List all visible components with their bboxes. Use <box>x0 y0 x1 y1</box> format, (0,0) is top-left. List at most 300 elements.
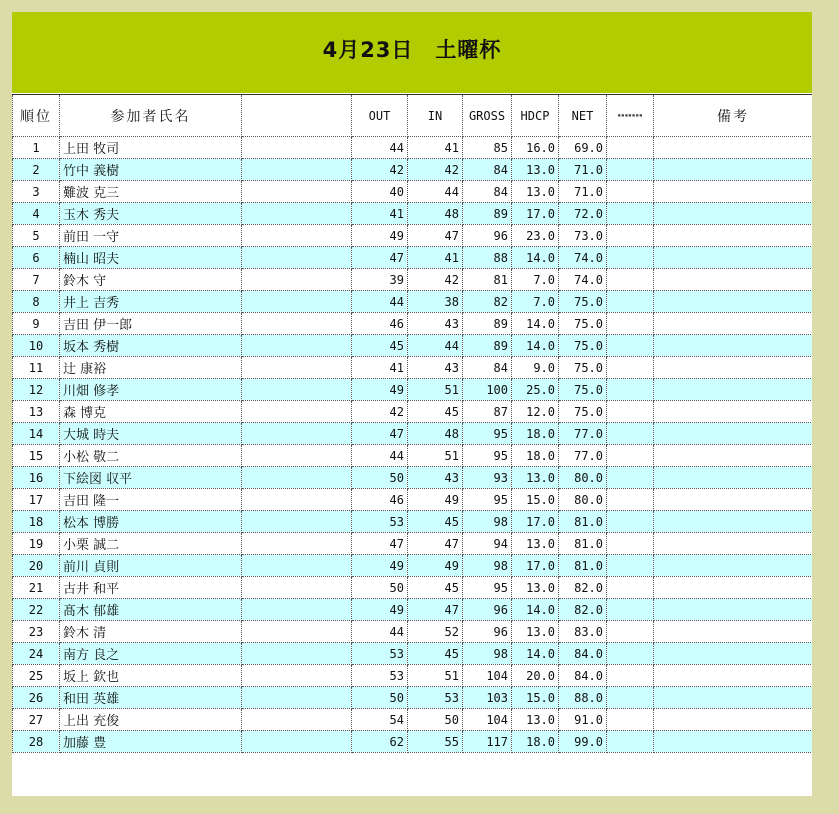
table-row <box>13 335 813 357</box>
name-extra-cell <box>242 731 352 753</box>
note-cell <box>654 181 813 203</box>
unlabeled-cell <box>607 313 654 335</box>
gross-score-cell: 87 <box>463 401 512 423</box>
header-row <box>13 95 813 137</box>
net-score-cell: 88.0 <box>559 687 607 709</box>
participant-name-cell: 吉田 隆一 <box>60 489 242 511</box>
participant-name-cell: 森 博克 <box>60 401 242 423</box>
unlabeled-cell <box>607 555 654 577</box>
name-extra-cell <box>242 489 352 511</box>
note-cell <box>654 335 813 357</box>
rank-cell: 27 <box>13 709 60 731</box>
hdcp-cell: 14.0 <box>512 335 559 357</box>
rank-cell: 17 <box>13 489 60 511</box>
name-extra-cell <box>242 577 352 599</box>
in-score-cell: 44 <box>408 335 463 357</box>
out-score-cell: 47 <box>352 423 408 445</box>
gross-score-cell: 85 <box>463 137 512 159</box>
out-score-cell: 49 <box>352 599 408 621</box>
in-score-cell: 47 <box>408 225 463 247</box>
table-row <box>13 621 813 643</box>
net-score-cell: 74.0 <box>559 269 607 291</box>
note-cell <box>654 731 813 753</box>
unlabeled-cell <box>607 203 654 225</box>
gross-score-cell: 103 <box>463 687 512 709</box>
note-cell <box>654 159 813 181</box>
out-score-cell: 47 <box>352 533 408 555</box>
name-extra-cell <box>242 247 352 269</box>
table-row <box>13 247 813 269</box>
name-extra-cell <box>242 379 352 401</box>
table-row <box>13 511 813 533</box>
out-score-cell: 49 <box>352 379 408 401</box>
net-score-cell: 84.0 <box>559 665 607 687</box>
rank-cell: 16 <box>13 467 60 489</box>
unlabeled-cell <box>607 621 654 643</box>
note-cell <box>654 379 813 401</box>
out-score-cell: 39 <box>352 269 408 291</box>
title-banner <box>12 12 812 93</box>
hdcp-cell: 18.0 <box>512 731 559 753</box>
name-extra-cell <box>242 445 352 467</box>
net-score-cell: 72.0 <box>559 203 607 225</box>
name-extra-cell <box>242 335 352 357</box>
out-score-cell: 53 <box>352 643 408 665</box>
name-extra-cell <box>242 643 352 665</box>
note-cell <box>654 137 813 159</box>
net-header: NET <box>559 95 607 137</box>
net-score-cell: 75.0 <box>559 291 607 313</box>
in-score-cell: 43 <box>408 467 463 489</box>
in-score-cell: 48 <box>408 203 463 225</box>
note-cell <box>654 313 813 335</box>
gross-score-cell: 89 <box>463 203 512 225</box>
note-cell <box>654 665 813 687</box>
rank-cell: 9 <box>13 313 60 335</box>
unlabeled-cell <box>607 159 654 181</box>
note-cell <box>654 489 813 511</box>
note-cell <box>654 599 813 621</box>
name-extra-header <box>242 95 352 137</box>
hdcp-cell: 23.0 <box>512 225 559 247</box>
hdcp-cell: 16.0 <box>512 137 559 159</box>
in-score-cell: 51 <box>408 665 463 687</box>
note-cell <box>654 687 813 709</box>
rank-cell: 26 <box>13 687 60 709</box>
hdcp-header: HDCP <box>512 95 559 137</box>
name-extra-cell <box>242 533 352 555</box>
name-extra-cell <box>242 269 352 291</box>
in-score-cell: 45 <box>408 643 463 665</box>
hdcp-cell: 13.0 <box>512 709 559 731</box>
table-row <box>13 357 813 379</box>
hdcp-cell: 15.0 <box>512 489 559 511</box>
out-score-cell: 44 <box>352 137 408 159</box>
illegible-tiny-label: ▪▪▪▪▪▪▪ <box>617 112 643 119</box>
in-score-cell: 45 <box>408 401 463 423</box>
out-score-cell: 45 <box>352 335 408 357</box>
in-score-cell: 42 <box>408 159 463 181</box>
rank-cell: 24 <box>13 643 60 665</box>
note-cell <box>654 247 813 269</box>
net-score-cell: 82.0 <box>559 599 607 621</box>
gross-score-cell: 96 <box>463 599 512 621</box>
unlabeled-cell <box>607 511 654 533</box>
name-extra-cell <box>242 203 352 225</box>
participant-name-cell: 南方 良之 <box>60 643 242 665</box>
unlabeled-cell <box>607 269 654 291</box>
unlabeled-header <box>607 95 654 137</box>
unlabeled-cell <box>607 665 654 687</box>
name-extra-cell <box>242 599 352 621</box>
gross-score-cell: 89 <box>463 335 512 357</box>
in-score-cell: 38 <box>408 291 463 313</box>
unlabeled-cell <box>607 533 654 555</box>
net-score-cell: 84.0 <box>559 643 607 665</box>
participant-name-cell: 前田 一守 <box>60 225 242 247</box>
unlabeled-cell <box>607 599 654 621</box>
gross-score-cell: 81 <box>463 269 512 291</box>
in-score-cell: 43 <box>408 357 463 379</box>
hdcp-cell: 13.0 <box>512 577 559 599</box>
note-cell <box>654 577 813 599</box>
name-extra-cell <box>242 291 352 313</box>
hdcp-cell: 17.0 <box>512 555 559 577</box>
gross-score-cell: 84 <box>463 159 512 181</box>
gross-score-cell: 117 <box>463 731 512 753</box>
results-sheet <box>12 12 812 796</box>
unlabeled-cell <box>607 467 654 489</box>
net-score-cell: 75.0 <box>559 379 607 401</box>
net-score-cell: 82.0 <box>559 577 607 599</box>
rank-cell: 25 <box>13 665 60 687</box>
rank-cell: 13 <box>13 401 60 423</box>
gross-score-cell: 94 <box>463 533 512 555</box>
name-extra-cell <box>242 709 352 731</box>
unlabeled-cell <box>607 643 654 665</box>
hdcp-cell: 25.0 <box>512 379 559 401</box>
net-score-cell: 99.0 <box>559 731 607 753</box>
in-score-cell: 43 <box>408 313 463 335</box>
gross-score-cell: 100 <box>463 379 512 401</box>
hdcp-cell: 13.0 <box>512 181 559 203</box>
note-cell <box>654 621 813 643</box>
name-extra-cell <box>242 225 352 247</box>
hdcp-cell: 14.0 <box>512 599 559 621</box>
participant-name-cell: 玉木 秀夫 <box>60 203 242 225</box>
note-cell <box>654 643 813 665</box>
page-title: 4月23日 土曜杯 <box>322 38 502 62</box>
net-score-cell: 75.0 <box>559 313 607 335</box>
rank-cell: 22 <box>13 599 60 621</box>
table-row <box>13 445 813 467</box>
results-body <box>13 137 813 753</box>
participant-name-cell: 下絵図 収平 <box>60 467 242 489</box>
table-row <box>13 291 813 313</box>
net-score-cell: 75.0 <box>559 335 607 357</box>
participant-name-cell: 鈴木 清 <box>60 621 242 643</box>
net-score-cell: 80.0 <box>559 467 607 489</box>
in-score-cell: 51 <box>408 445 463 467</box>
hdcp-cell: 13.0 <box>512 533 559 555</box>
gross-score-cell: 88 <box>463 247 512 269</box>
name-extra-cell <box>242 511 352 533</box>
rank-cell: 2 <box>13 159 60 181</box>
note-cell <box>654 269 813 291</box>
out-score-cell: 46 <box>352 313 408 335</box>
out-score-cell: 50 <box>352 467 408 489</box>
rank-cell: 28 <box>13 731 60 753</box>
unlabeled-cell <box>607 709 654 731</box>
table-row <box>13 489 813 511</box>
participant-name-cell: 井上 吉秀 <box>60 291 242 313</box>
out-score-cell: 53 <box>352 511 408 533</box>
table-row <box>13 577 813 599</box>
unlabeled-cell <box>607 291 654 313</box>
hdcp-cell: 14.0 <box>512 313 559 335</box>
table-row <box>13 269 813 291</box>
rank-header: 順位 <box>13 95 60 137</box>
table-row <box>13 467 813 489</box>
rank-cell: 1 <box>13 137 60 159</box>
participant-name-cell: 前川 貞則 <box>60 555 242 577</box>
gross-score-cell: 84 <box>463 181 512 203</box>
note-cell <box>654 533 813 555</box>
out-score-cell: 53 <box>352 665 408 687</box>
in-score-cell: 52 <box>408 621 463 643</box>
out-score-cell: 41 <box>352 357 408 379</box>
table-row <box>13 709 813 731</box>
gross-score-cell: 82 <box>463 291 512 313</box>
net-score-cell: 75.0 <box>559 357 607 379</box>
table-row <box>13 599 813 621</box>
table-row <box>13 731 813 753</box>
gross-score-cell: 95 <box>463 445 512 467</box>
table-row <box>13 687 813 709</box>
in-score-cell: 47 <box>408 599 463 621</box>
note-cell <box>654 401 813 423</box>
out-score-cell: 50 <box>352 577 408 599</box>
note-header: 備考 <box>654 95 813 137</box>
results-table <box>12 94 812 753</box>
name-extra-cell <box>242 665 352 687</box>
participant-name-cell: 髙木 郁雄 <box>60 599 242 621</box>
net-score-cell: 81.0 <box>559 511 607 533</box>
net-score-cell: 73.0 <box>559 225 607 247</box>
gross-score-cell: 98 <box>463 643 512 665</box>
rank-cell: 21 <box>13 577 60 599</box>
participant-name-cell: 辻 康裕 <box>60 357 242 379</box>
in-score-cell: 44 <box>408 181 463 203</box>
out-score-cell: 41 <box>352 203 408 225</box>
rank-cell: 6 <box>13 247 60 269</box>
in-score-cell: 49 <box>408 555 463 577</box>
rank-cell: 4 <box>13 203 60 225</box>
rank-cell: 14 <box>13 423 60 445</box>
out-score-cell: 47 <box>352 247 408 269</box>
table-row <box>13 379 813 401</box>
unlabeled-cell <box>607 137 654 159</box>
gross-score-cell: 84 <box>463 357 512 379</box>
table-row <box>13 137 813 159</box>
name-extra-cell <box>242 555 352 577</box>
table-row <box>13 225 813 247</box>
unlabeled-cell <box>607 489 654 511</box>
name-extra-cell <box>242 621 352 643</box>
out-score-cell: 44 <box>352 445 408 467</box>
table-row <box>13 555 813 577</box>
hdcp-cell: 20.0 <box>512 665 559 687</box>
table-row <box>13 159 813 181</box>
hdcp-cell: 17.0 <box>512 511 559 533</box>
note-cell <box>654 225 813 247</box>
rank-cell: 7 <box>13 269 60 291</box>
rank-cell: 19 <box>13 533 60 555</box>
gross-score-cell: 98 <box>463 555 512 577</box>
out-score-cell: 54 <box>352 709 408 731</box>
out-score-cell: 49 <box>352 225 408 247</box>
out-score-cell: 42 <box>352 159 408 181</box>
gross-score-cell: 93 <box>463 467 512 489</box>
rank-cell: 20 <box>13 555 60 577</box>
rank-cell: 3 <box>13 181 60 203</box>
participant-name-cell: 川畑 修孝 <box>60 379 242 401</box>
gross-score-cell: 95 <box>463 489 512 511</box>
net-score-cell: 77.0 <box>559 445 607 467</box>
unlabeled-cell <box>607 687 654 709</box>
participant-name-cell: 松本 博勝 <box>60 511 242 533</box>
net-score-cell: 83.0 <box>559 621 607 643</box>
table-row <box>13 665 813 687</box>
name-extra-cell <box>242 313 352 335</box>
name-extra-cell <box>242 687 352 709</box>
rank-cell: 12 <box>13 379 60 401</box>
participant-name-cell: 上出 充俊 <box>60 709 242 731</box>
note-cell <box>654 203 813 225</box>
out-score-cell: 46 <box>352 489 408 511</box>
note-cell <box>654 511 813 533</box>
hdcp-cell: 14.0 <box>512 247 559 269</box>
in-score-cell: 48 <box>408 423 463 445</box>
note-cell <box>654 467 813 489</box>
in-score-cell: 42 <box>408 269 463 291</box>
out-score-cell: 50 <box>352 687 408 709</box>
out-score-cell: 40 <box>352 181 408 203</box>
unlabeled-cell <box>607 423 654 445</box>
unlabeled-cell <box>607 379 654 401</box>
unlabeled-cell <box>607 445 654 467</box>
rank-cell: 8 <box>13 291 60 313</box>
in-score-cell: 47 <box>408 533 463 555</box>
unlabeled-cell <box>607 357 654 379</box>
gross-score-cell: 89 <box>463 313 512 335</box>
net-score-cell: 69.0 <box>559 137 607 159</box>
participant-name-cell: 楠山 昭夫 <box>60 247 242 269</box>
rank-cell: 15 <box>13 445 60 467</box>
unlabeled-cell <box>607 731 654 753</box>
out-score-cell: 62 <box>352 731 408 753</box>
hdcp-cell: 9.0 <box>512 357 559 379</box>
participant-name-cell: 大城 時夫 <box>60 423 242 445</box>
hdcp-cell: 18.0 <box>512 445 559 467</box>
note-cell <box>654 709 813 731</box>
hdcp-cell: 14.0 <box>512 643 559 665</box>
table-row <box>13 423 813 445</box>
net-score-cell: 77.0 <box>559 423 607 445</box>
unlabeled-cell <box>607 225 654 247</box>
participant-name-cell: 上田 牧司 <box>60 137 242 159</box>
participant-name-cell: 難波 克三 <box>60 181 242 203</box>
participant-name-cell: 加藤 豊 <box>60 731 242 753</box>
participant-name-cell: 坂上 欽也 <box>60 665 242 687</box>
out-header: OUT <box>352 95 408 137</box>
name-extra-cell <box>242 401 352 423</box>
net-score-cell: 74.0 <box>559 247 607 269</box>
gross-score-cell: 104 <box>463 665 512 687</box>
hdcp-cell: 18.0 <box>512 423 559 445</box>
net-score-cell: 81.0 <box>559 555 607 577</box>
net-score-cell: 71.0 <box>559 181 607 203</box>
note-cell <box>654 445 813 467</box>
in-score-cell: 50 <box>408 709 463 731</box>
gross-score-cell: 95 <box>463 423 512 445</box>
in-score-cell: 41 <box>408 247 463 269</box>
participant-name-cell: 鈴木 守 <box>60 269 242 291</box>
gross-score-cell: 95 <box>463 577 512 599</box>
hdcp-cell: 12.0 <box>512 401 559 423</box>
note-cell <box>654 555 813 577</box>
hdcp-cell: 15.0 <box>512 687 559 709</box>
gross-score-cell: 96 <box>463 621 512 643</box>
hdcp-cell: 13.0 <box>512 621 559 643</box>
participant-name-cell: 和田 英雄 <box>60 687 242 709</box>
net-score-cell: 81.0 <box>559 533 607 555</box>
in-score-cell: 41 <box>408 137 463 159</box>
net-score-cell: 80.0 <box>559 489 607 511</box>
name-extra-cell <box>242 137 352 159</box>
rank-cell: 5 <box>13 225 60 247</box>
name-header: 参加者氏名 <box>60 95 242 137</box>
rank-cell: 23 <box>13 621 60 643</box>
hdcp-cell: 7.0 <box>512 269 559 291</box>
gross-score-cell: 104 <box>463 709 512 731</box>
gross-score-cell: 98 <box>463 511 512 533</box>
table-row <box>13 181 813 203</box>
in-score-cell: 45 <box>408 577 463 599</box>
net-score-cell: 75.0 <box>559 401 607 423</box>
table-row <box>13 401 813 423</box>
unlabeled-cell <box>607 247 654 269</box>
name-extra-cell <box>242 357 352 379</box>
unlabeled-cell <box>607 181 654 203</box>
participant-name-cell: 古井 和平 <box>60 577 242 599</box>
in-header: IN <box>408 95 463 137</box>
in-score-cell: 55 <box>408 731 463 753</box>
unlabeled-cell <box>607 335 654 357</box>
participant-name-cell: 小松 敬二 <box>60 445 242 467</box>
table-row <box>13 533 813 555</box>
out-score-cell: 44 <box>352 621 408 643</box>
hdcp-cell: 13.0 <box>512 159 559 181</box>
participant-name-cell: 小栗 誠二 <box>60 533 242 555</box>
rank-cell: 18 <box>13 511 60 533</box>
table-row <box>13 313 813 335</box>
in-score-cell: 45 <box>408 511 463 533</box>
name-extra-cell <box>242 181 352 203</box>
out-score-cell: 44 <box>352 291 408 313</box>
net-score-cell: 91.0 <box>559 709 607 731</box>
note-cell <box>654 357 813 379</box>
